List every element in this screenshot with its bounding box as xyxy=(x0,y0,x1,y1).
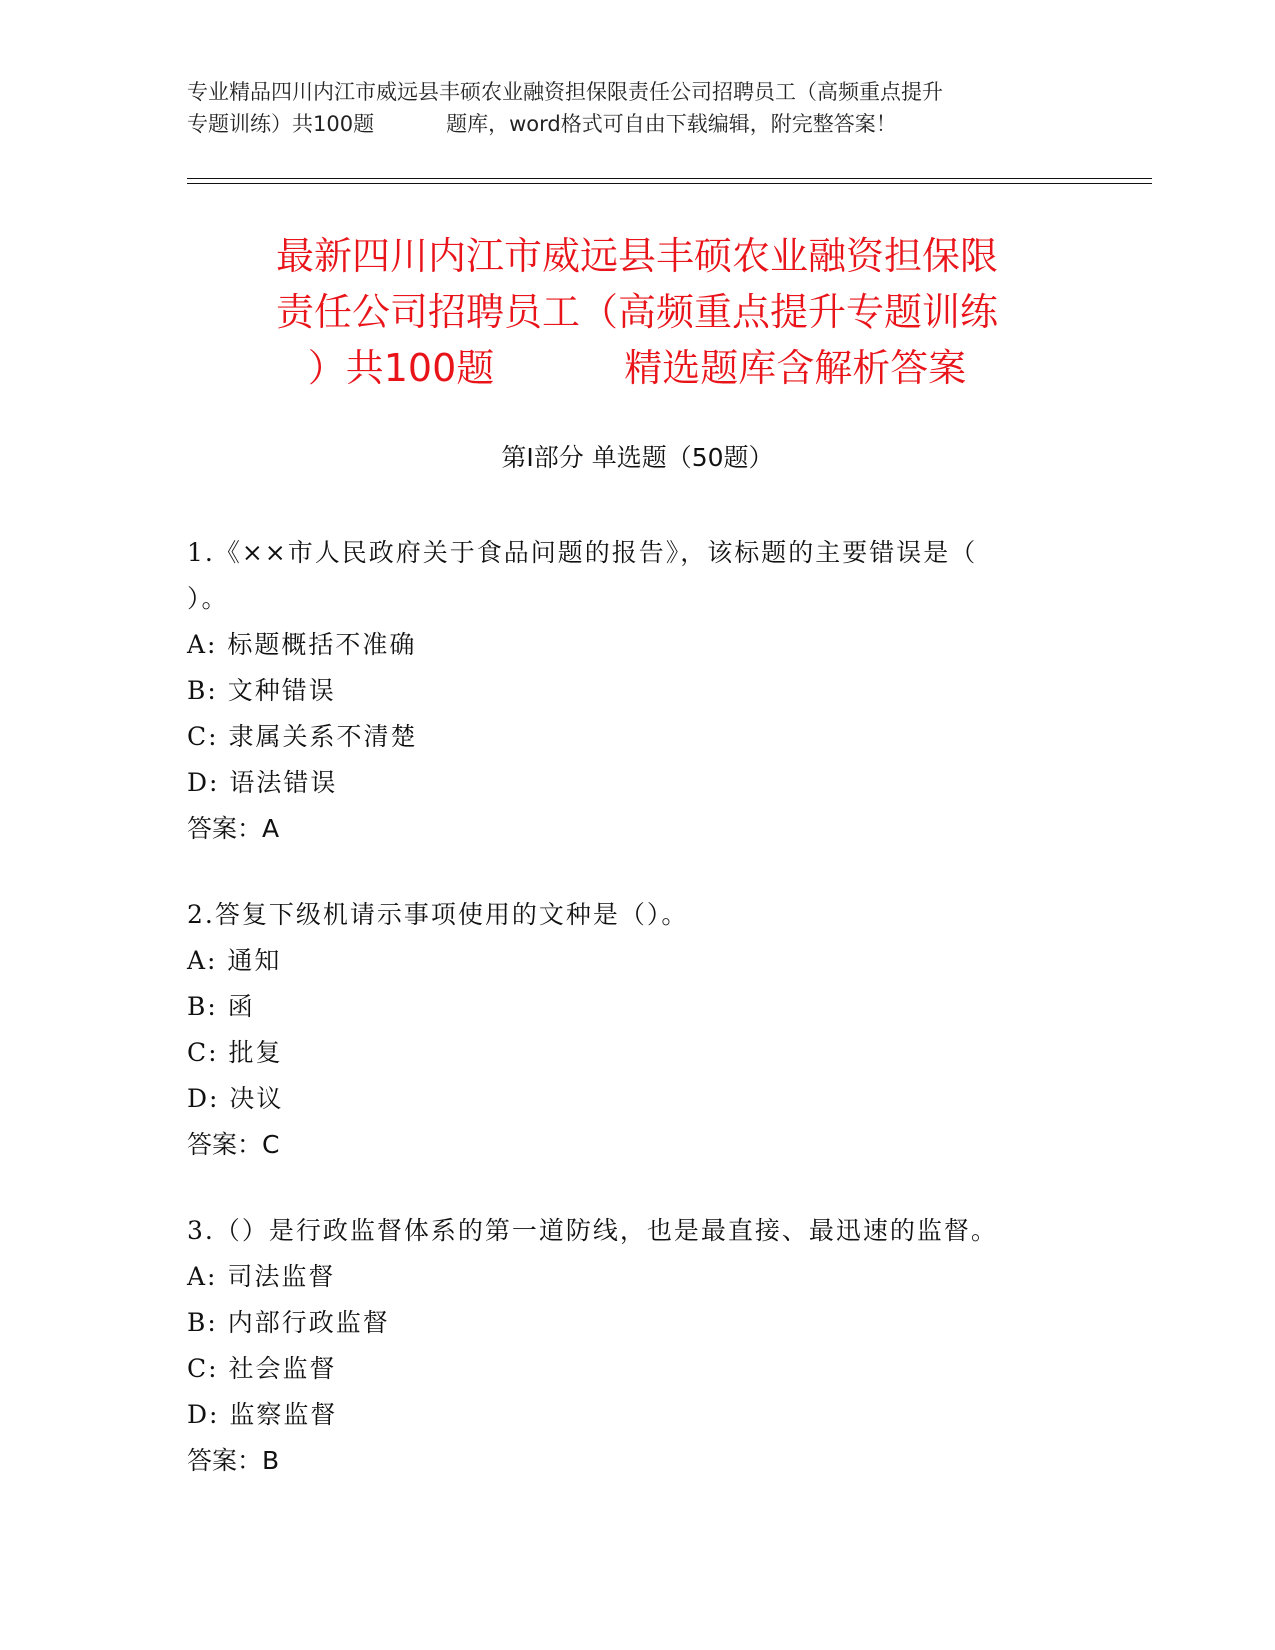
question-stem-continued: ）。 xyxy=(187,584,229,613)
title-line-1: 最新四川内江市威远县丰硕农业融资担保限 xyxy=(275,234,998,278)
option-b: B: 函 xyxy=(187,992,255,1021)
option-c: C: 批复 xyxy=(187,1038,283,1067)
title-line-3 xyxy=(187,340,1087,396)
option-c: C: 社会监督 xyxy=(187,1354,337,1383)
option-d: D: 语法错误 xyxy=(187,768,338,797)
section-title: 第Ⅰ部分 单选题（50题） xyxy=(501,443,774,472)
title-line-3-part-a: ）共100题 xyxy=(307,346,495,390)
title-line-2: 责任公司招聘员工（高频重点提升专题训练 xyxy=(275,290,998,334)
option-a: A: 司法监督 xyxy=(187,1262,336,1291)
answer: 答案：C xyxy=(187,1130,280,1159)
option-c: C: 隶属关系不清楚 xyxy=(187,722,418,751)
answer: 答案：A xyxy=(187,814,280,843)
option-b: B: 文种错误 xyxy=(187,676,336,705)
header-line-2-part-b: 题库，word格式可自由下载编辑，附完整答案！ xyxy=(446,112,897,136)
header-line-1: 专业精品四川内江市威远县丰硕农业融资担保限责任公司招聘员工（高频重点提升 xyxy=(187,80,943,104)
question-3 xyxy=(187,1208,1067,1484)
option-b: B: 内部行政监督 xyxy=(187,1308,390,1337)
option-a: A: 通知 xyxy=(187,946,282,975)
question-stem: 1.《××市人民政府关于食品问题的报告》，该标题的主要错误是（ xyxy=(187,538,978,567)
header-line-2-part-a: 专题训练）共100题 xyxy=(187,112,375,136)
header-rule-bottom xyxy=(187,183,1152,184)
option-d: D: 决议 xyxy=(187,1084,284,1113)
answer: 答案：B xyxy=(187,1446,280,1475)
question-1 xyxy=(187,530,1067,852)
page-title xyxy=(187,228,1087,396)
question-stem: 3.（）是行政监督体系的第一道防线，也是最直接、最迅速的监督。 xyxy=(187,1216,998,1245)
question-list xyxy=(187,530,1067,1524)
question-stem: 2.答复下级机请示事项使用的文种是（）。 xyxy=(187,900,689,929)
question-2 xyxy=(187,892,1067,1168)
header-line-2 xyxy=(187,108,1087,140)
header-rule-top xyxy=(187,178,1152,179)
option-d: D: 监察监督 xyxy=(187,1400,338,1429)
option-a: A: 标题概括不准确 xyxy=(187,630,417,659)
title-line-3-part-b: 精选题库含解析答案 xyxy=(624,346,967,390)
document-header xyxy=(187,76,1087,140)
